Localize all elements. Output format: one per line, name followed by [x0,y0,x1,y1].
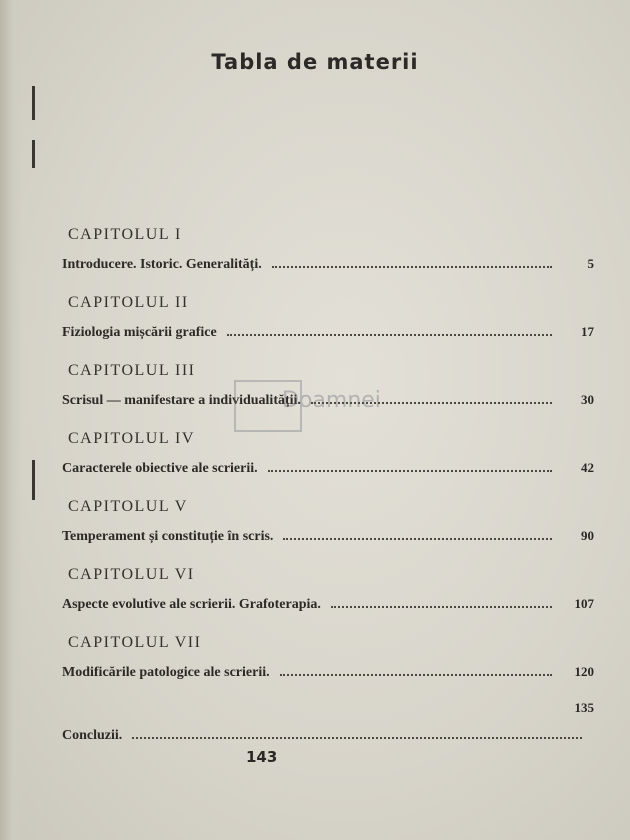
watermark-text: Doamnei [282,388,381,413]
dot-leader [227,334,552,336]
dot-leader [283,538,552,540]
toc-chapter [62,498,602,566]
conclusion-title: Concluzii. [62,728,123,743]
watermark-logo [234,380,394,432]
chapter-title: Aspecte evolutive ale scrierii. Grafoterapia. [62,597,321,612]
page-number: 107 [574,596,594,611]
binding-stitch [32,460,35,500]
chapter-label: CAPITOLUL III [68,362,196,379]
page-number: 17 [581,324,594,339]
toc-chapter [62,226,602,294]
toc-chapter [62,430,602,498]
page-title: Tabla de materii [211,50,419,74]
chapter-label: CAPITOLUL IV [68,430,195,447]
toc-entry-row [62,664,594,681]
binding-stitch [32,140,35,168]
binding-stitch [32,86,35,120]
dot-leader [132,737,582,739]
page-number: 5 [587,256,594,271]
toc-conclusion [62,702,602,762]
toc-entry-row [62,256,594,273]
toc-entry-row [62,460,594,477]
chapter-label: CAPITOLUL V [68,498,188,515]
toc-entry-row [62,324,594,341]
chapter-label: CAPITOLUL I [68,226,182,243]
page-number: 135 [574,700,594,715]
toc-entry-row [62,728,594,744]
table-of-contents [62,226,602,762]
page-number: 120 [574,664,594,679]
dot-leader [331,606,552,608]
chapter-title: Scrisul — manifestare a individualității. [62,393,301,408]
chapter-title: Modificările patologice ale scrierii. [62,665,270,680]
chapter-label: CAPITOLUL VII [68,634,202,651]
dot-leader [268,470,552,472]
toc-chapter [62,634,602,702]
chapter-title: Introducere. Istoric. Generalități. [62,257,262,272]
chapter-label: CAPITOLUL II [68,294,189,311]
dot-leader [272,266,552,268]
page-number: 90 [581,528,594,543]
toc-chapter [62,294,602,362]
chapter-label: CAPITOLUL VI [68,566,195,583]
toc-chapter [62,566,602,634]
chapter-title: Caracterele obiective ale scrierii. [62,461,258,476]
toc-entry-row [62,528,594,545]
page-number: 42 [581,460,594,475]
page-number: 30 [581,392,594,407]
footer-page-number: 143 [246,748,278,766]
chapter-title: Temperament și constituție în scris. [62,529,274,544]
dot-leader [280,674,552,676]
page-binding-shadow [0,0,22,840]
chapter-title: Fiziologia mișcării grafice [62,325,217,340]
toc-entry-row [62,596,594,613]
